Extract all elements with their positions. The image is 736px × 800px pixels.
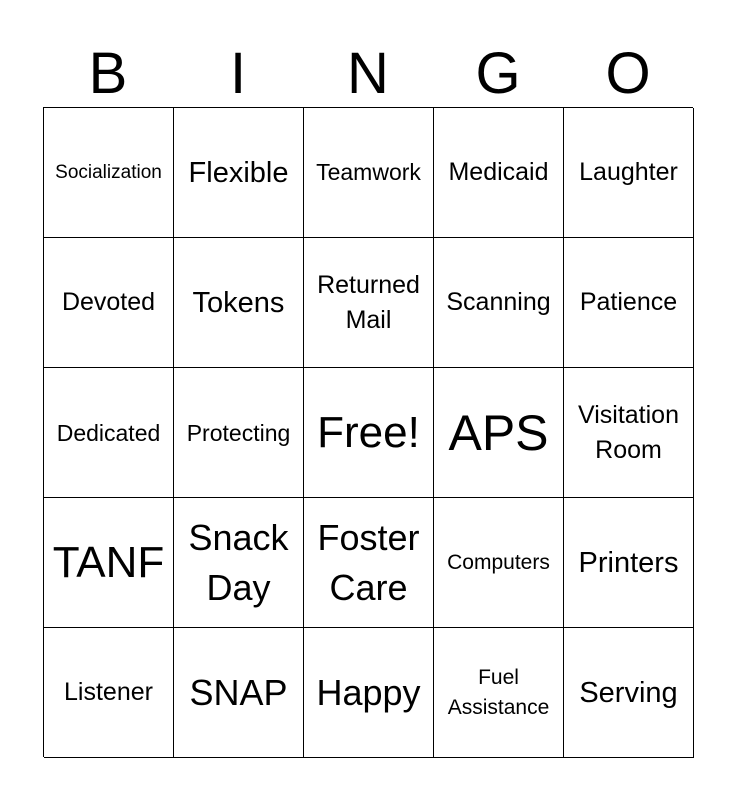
cell-label: Flexible [188, 156, 289, 189]
cell-label: Visitation Room [578, 400, 679, 464]
bingo-cell[interactable] [434, 628, 564, 758]
cell-label: Fuel Assistance [447, 665, 550, 719]
bingo-cell[interactable] [434, 368, 564, 498]
bingo-cell[interactable] [44, 368, 174, 498]
bingo-cell[interactable] [564, 108, 694, 238]
cell-label: TANF [52, 537, 165, 587]
free-space-cell[interactable] [304, 368, 434, 498]
bingo-cell[interactable] [174, 628, 304, 758]
bingo-cell[interactable] [174, 368, 304, 498]
bingo-header [43, 40, 693, 108]
bingo-cell[interactable] [304, 628, 434, 758]
header-letter-o: O [605, 41, 651, 106]
bingo-board [43, 107, 693, 757]
header-letter-g: G [475, 41, 521, 106]
header-letter-b: B [88, 41, 128, 106]
cell-label: Laughter [579, 158, 678, 186]
bingo-cell[interactable] [44, 108, 174, 238]
bingo-cell[interactable] [304, 238, 434, 368]
cell-label: Listener [64, 678, 153, 706]
bingo-cell[interactable] [304, 498, 434, 628]
bingo-cell[interactable] [44, 238, 174, 368]
cell-label: Socialization [55, 161, 162, 183]
bingo-cell[interactable] [174, 498, 304, 628]
bingo-cell[interactable] [174, 238, 304, 368]
cell-label: Computers [447, 550, 550, 574]
cell-label: Scanning [446, 288, 551, 316]
cell-label: Dedicated [56, 419, 161, 446]
bingo-cell[interactable] [44, 628, 174, 758]
bingo-cell[interactable] [304, 108, 434, 238]
header-letter-n: N [347, 41, 389, 106]
free-space-label: Free! [317, 407, 420, 457]
cell-label: Snack Day [188, 516, 289, 608]
cell-label: Foster Care [317, 516, 420, 608]
bingo-cell[interactable] [564, 628, 694, 758]
cell-label: Medicaid [448, 158, 549, 186]
cell-label: SNAP [189, 671, 288, 713]
cell-label: Happy [316, 671, 421, 713]
cell-label: Tokens [192, 286, 285, 319]
bingo-cell[interactable] [564, 498, 694, 628]
cell-label: Protecting [186, 419, 291, 446]
cell-label: Returned Mail [317, 270, 420, 334]
bingo-cell[interactable] [174, 108, 304, 238]
bingo-cell[interactable] [44, 498, 174, 628]
bingo-cell[interactable] [564, 238, 694, 368]
cell-label: Printers [578, 546, 679, 579]
bingo-cell[interactable] [564, 368, 694, 498]
cell-label: Devoted [61, 288, 156, 316]
bingo-cell[interactable] [434, 238, 564, 368]
cell-label: Serving [579, 676, 678, 709]
cell-label: Teamwork [316, 159, 421, 185]
header-letter-i: I [229, 41, 247, 106]
bingo-cell[interactable] [434, 498, 564, 628]
cell-label: Patience [579, 288, 678, 316]
cell-label: APS [448, 404, 549, 461]
bingo-cell[interactable] [434, 108, 564, 238]
